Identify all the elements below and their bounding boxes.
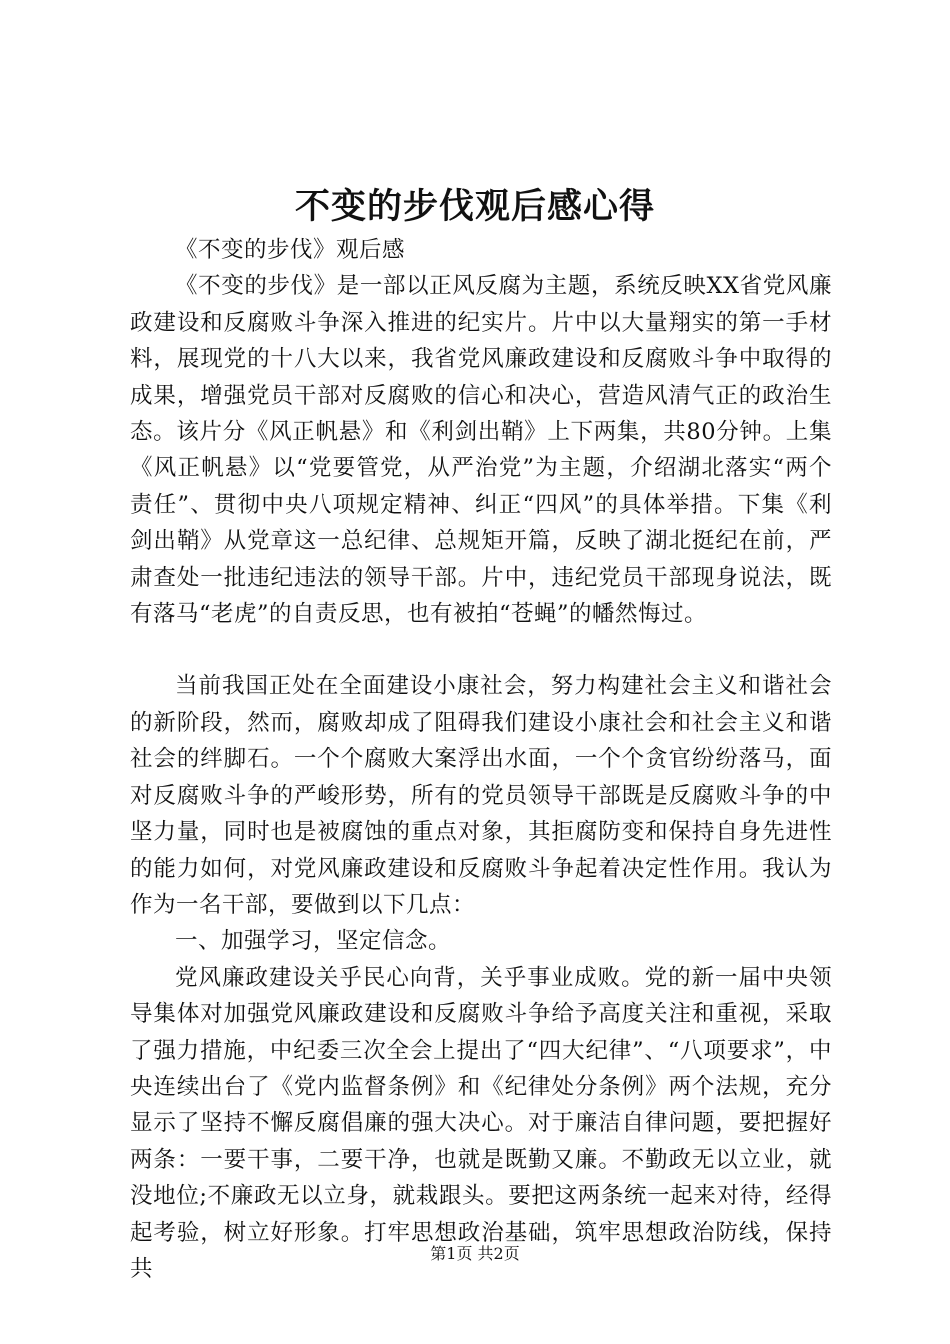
document-title: 不变的步伐观后感心得	[294, 186, 655, 227]
document-body	[130, 232, 832, 1287]
paragraph-intro: 《不变的步伐》是一部以正风反腐为主题，系统反映XX省党风廉政建设和反腐败斗争深入推进的纪实片。片中以大量翔实的第一手材料，展现党的十八大以来，我省党风廉政建设和反腐败斗争中取得的成果，增强党员干部对反腐败的信心和决心，营造风清气正的政治生态。该片分《风正帆悬》和《利剑出鞘》上下两集，共80分钟。上集《风正帆悬》以“党要管党，从严治党”为主题，介绍湖北落实“两个责任”、贯彻中央八项规定精神、纠正“四风”的具体举措。下集《利剑出鞘》从党章这一总纪律、总规矩开篇，反映了湖北挺纪在前，严肃查处一批违纪违法的领导干部。片中，违纪党员干部现身说法，既有落马“老虎”的自责反思，也有被拍“苍蝇”的幡然悔过。	[130, 273, 832, 628]
page-footer: 第1页 共2页	[430, 1244, 520, 1263]
paragraph-subtitle: 《不变的步伐》观后感	[175, 237, 406, 263]
paragraph-context: 当前我国正处在全面建设小康社会，努力构建社会主义和谐社会的新阶段，然而，腐败却成了阻碍我们建设小康社会和社会主义和谐社会的绊脚石。一个个腐败大案浮出水面，一个个贪官纷纷落马，面对反腐败斗争的严峻形势，所有的党员领导干部既是反腐败斗争的中坚力量，同时也是被腐蚀的重点对象，其拒腐防变和保持自身先进性的能力如何，对党风廉政建设和反腐败斗争起着决定性作用。我认为作为一名干部，要做到以下几点：	[130, 673, 832, 918]
paragraph-section-1: 党风廉政建设关乎民心向背，关乎事业成败。党的新一届中央领导集体对加强党风廉政建设和反腐败斗争给予高度关注和重视，采取了强力措施，中纪委三次全会上提出了“四大纪律”、“八项要求”，中央连续出台了《党内监督条例》和《纪律处分条例》两个法规，充分显示了坚持不懈反腐倡廉的强大决心。对于廉洁自律问题，要把握好两条：一要干事，二要干净，也就是既勤又廉。不勤政无以立业，就没地位;不廉政无以立身，就栽跟头。要把这两条统一起来对待，经得起考验，树立好形象。打牢思想政治基础，筑牢思想政治防线，保持共	[130, 964, 832, 1282]
section-heading-1: 一、加强学习，坚定信念。	[175, 928, 452, 955]
